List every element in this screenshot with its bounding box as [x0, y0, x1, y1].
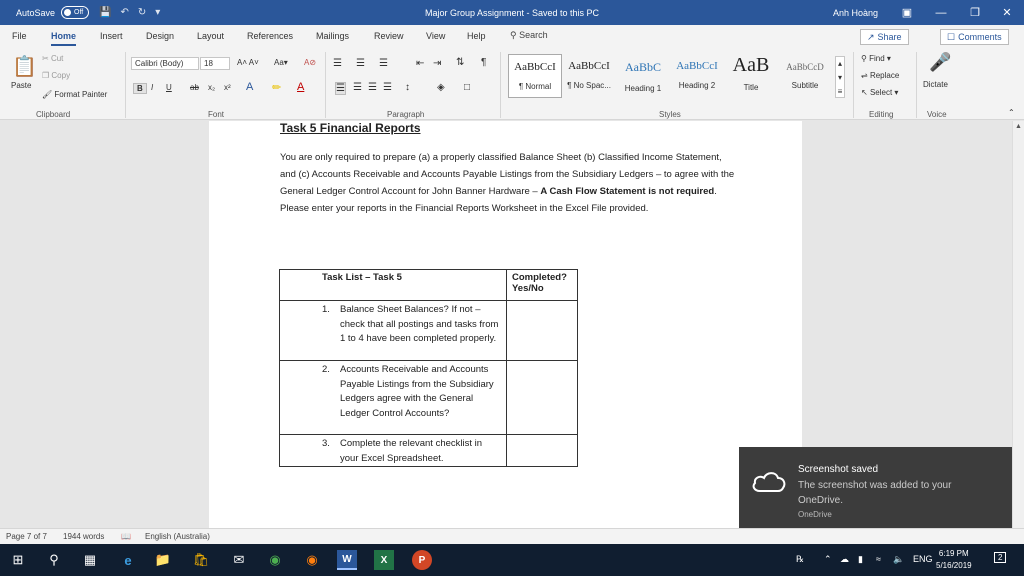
italic-icon[interactable]: I: [151, 83, 154, 92]
para-text-1: You are only required to prepare (a) a properly classified Balance Sheet (b) Classified Income Statement, and (c) Accounts Receivable and Accounts Payable Listings from the Subsidiary Ledgers – to agree with the General Ledger Control Account for John Banner Hardware –: [280, 152, 735, 197]
wifi-icon[interactable]: ≈: [876, 554, 881, 564]
clock-time: 6:19 PM: [938, 549, 969, 558]
style-title[interactable]: [724, 54, 778, 98]
task-text: Complete the relevant checklist in your Excel Spreadsheet.: [340, 438, 483, 464]
share-icon: ↗: [867, 31, 875, 42]
select-label: Select: [869, 88, 893, 97]
completed-cell[interactable]: [507, 361, 578, 435]
justify-icon[interactable]: ☰: [383, 82, 392, 93]
find-button[interactable]: ⚲ Find ▾: [861, 54, 891, 63]
autosave-toggle[interactable]: [61, 6, 89, 19]
proofing-icon[interactable]: 📖: [121, 532, 131, 541]
tab-layout[interactable]: Layout: [197, 31, 225, 41]
select-button[interactable]: ↖ Select ▾: [861, 88, 899, 97]
edge-icon[interactable]: e: [124, 552, 132, 568]
powerpoint-icon[interactable]: P: [412, 550, 432, 570]
style-name: ¶ Normal: [518, 82, 552, 91]
clock[interactable]: [936, 548, 972, 572]
text-effects-icon[interactable]: A: [246, 81, 254, 93]
numbering-icon[interactable]: ☰: [356, 58, 365, 69]
style-name: Heading 1: [624, 84, 662, 93]
user-name[interactable]: Anh Hoàng: [833, 7, 879, 18]
store-icon[interactable]: 🛍: [192, 552, 210, 567]
grow-font-icon[interactable]: A˄ A˅: [237, 58, 259, 67]
style-sample: AaBbCcI: [676, 60, 718, 72]
status-bar: [0, 528, 1024, 544]
tab-design[interactable]: Design: [146, 31, 175, 41]
align-right-icon[interactable]: ☰: [368, 82, 377, 93]
minimize-button[interactable]: —: [935, 6, 947, 19]
show-formatting-icon[interactable]: ¶: [481, 57, 487, 68]
table-row: [280, 301, 578, 361]
word-count[interactable]: 1944 words: [63, 532, 105, 541]
customize-quick-access-icon[interactable]: ▾: [155, 7, 161, 18]
align-left-icon[interactable]: ☰: [336, 83, 345, 94]
autosave-label: AutoSave: [16, 7, 56, 18]
replace-button[interactable]: [861, 71, 899, 80]
increase-indent-icon[interactable]: ⇥: [433, 58, 442, 69]
table-row: [280, 435, 578, 467]
toast-app-name: OneDrive: [798, 510, 832, 519]
strikethrough-icon[interactable]: ab: [190, 83, 199, 92]
table-header-row: [280, 270, 578, 301]
task-number: 1.: [322, 304, 330, 315]
autosave-state: Off: [74, 9, 84, 16]
microphone-icon[interactable]: 🎤: [929, 52, 952, 72]
style-sample: AaBbCcI: [568, 60, 610, 72]
para-text-2: . Please enter your reports in the Financial Reports Worksheet in the Excel File provided.: [280, 186, 717, 214]
ribbon-tabs: [0, 25, 1024, 48]
format-painter-button[interactable]: 🖌 Format Painter: [42, 90, 108, 99]
sort-icon[interactable]: ⇅: [456, 57, 465, 68]
page-heading: Task 5 Financial Reports: [280, 121, 421, 135]
tab-insert[interactable]: Insert: [100, 31, 123, 41]
task-view-icon[interactable]: ▦: [83, 552, 97, 567]
document-title: Major Group Assignment - Saved to this PC: [424, 7, 600, 18]
style-sample: AaBbC: [625, 60, 661, 74]
subscript-icon[interactable]: x₂: [208, 83, 216, 92]
style-sample: AaBbCcD: [786, 62, 824, 72]
search-label: Search: [519, 30, 548, 40]
font-name-select[interactable]: Calibri (Body): [131, 57, 199, 70]
voice-group-label: Voice: [927, 110, 947, 119]
font-color-icon[interactable]: A: [297, 81, 305, 93]
cursor-icon: ↖: [861, 88, 868, 97]
style-sample: AaB: [732, 54, 770, 76]
language-status[interactable]: English (Australia): [145, 532, 210, 541]
tab-home[interactable]: Home: [51, 31, 76, 46]
style-heading-1[interactable]: [616, 54, 670, 98]
style-name: ¶ No Spac...: [567, 81, 611, 90]
comments-button[interactable]: [940, 29, 1009, 45]
cut-button[interactable]: ✂ Cut: [42, 54, 64, 63]
task-cell[interactable]: [280, 301, 507, 361]
replace-icon: ⇌: [861, 71, 868, 80]
header-task: Task List – Task 5: [280, 270, 507, 301]
instructions-paragraph: [280, 149, 740, 217]
format-painter-label: Format Painter: [54, 90, 108, 99]
title-bar: [0, 0, 1024, 25]
word-icon[interactable]: W: [337, 550, 357, 570]
header-completed: Completed? Yes/No: [507, 270, 578, 301]
search-icon: ⚲: [510, 30, 517, 40]
show-hidden-icons-icon[interactable]: ⌃: [824, 554, 832, 564]
close-button[interactable]: ✕: [1002, 7, 1012, 19]
bold-icon[interactable]: B: [133, 83, 147, 94]
style-no-spacing[interactable]: [562, 54, 616, 98]
styles-more-icon[interactable]: ▴ ▾ ≡: [835, 56, 845, 98]
task-number: 3.: [322, 438, 330, 449]
firefox-icon[interactable]: ◉: [306, 552, 318, 567]
tab-mailings[interactable]: Mailings: [316, 31, 350, 41]
tab-file[interactable]: File: [12, 31, 27, 41]
shading-icon[interactable]: ◈: [437, 82, 445, 93]
task-cell[interactable]: [280, 435, 507, 467]
replace-label: Replace: [869, 71, 900, 80]
volume-icon[interactable]: 🔈: [893, 554, 905, 564]
task-text: Accounts Receivable and Accounts Payable Listings from the Subsidiary Ledgers agree with the General Ledger Control Accounts?: [340, 364, 494, 420]
clipboard-group-label: Clipboard: [36, 110, 71, 119]
toast-title: Screenshot saved: [798, 464, 879, 475]
font-group-label: Font: [208, 110, 225, 119]
superscript-icon[interactable]: x²: [224, 83, 231, 92]
task-list-table: [279, 269, 578, 467]
search-icon: ⚲: [861, 54, 867, 63]
find-label: Find: [869, 54, 885, 63]
search-box[interactable]: [510, 30, 548, 41]
cut-label: Cut: [50, 54, 64, 63]
style-name: Title: [743, 83, 759, 92]
paste-button[interactable]: Paste: [11, 81, 32, 90]
tab-view[interactable]: View: [426, 31, 446, 41]
search-icon[interactable]: ⚲: [49, 552, 59, 567]
battery-icon[interactable]: ▮: [858, 554, 863, 564]
restore-button[interactable]: ❐: [970, 7, 980, 19]
style-name: Subtitle: [791, 81, 819, 90]
font-size-select[interactable]: 18: [200, 57, 230, 70]
ribbon-display-options-icon[interactable]: ▣: [901, 7, 913, 19]
notification-center-icon[interactable]: [994, 552, 1006, 563]
vertical-scrollbar[interactable]: [1012, 121, 1024, 528]
completed-cell[interactable]: [507, 435, 578, 467]
comment-icon: ☐: [947, 31, 956, 42]
mail-icon[interactable]: ✉: [233, 552, 245, 567]
page-count[interactable]: Page 7 of 7: [6, 532, 47, 541]
tab-help[interactable]: Help: [467, 31, 486, 41]
paragraph-group-label: Paragraph: [387, 110, 425, 119]
underline-icon[interactable]: U: [166, 83, 172, 92]
undo-icon[interactable]: ↶: [120, 7, 129, 18]
copy-label: Copy: [51, 71, 71, 80]
onedrive-icon[interactable]: ☁: [840, 554, 849, 564]
excel-icon[interactable]: X: [374, 550, 394, 570]
task-number: 2.: [322, 364, 330, 375]
copy-button[interactable]: ❐ Copy: [42, 71, 71, 80]
borders-icon[interactable]: □: [464, 82, 471, 93]
clock-date: 5/16/2019: [936, 561, 972, 570]
styles-group-label: Styles: [659, 110, 681, 119]
chrome-icon[interactable]: ◉: [269, 552, 281, 567]
windows-start-icon[interactable]: ⊞: [12, 552, 24, 567]
clear-formatting-icon[interactable]: A⊘: [304, 58, 317, 67]
para-bold: A Cash Flow Statement is not required: [540, 186, 715, 197]
collapse-ribbon-icon[interactable]: ⌃: [1008, 108, 1015, 117]
cloud-icon: [751, 469, 787, 493]
people-icon[interactable]: ℞: [796, 554, 805, 564]
windows-taskbar: [0, 544, 1024, 576]
dictate-button[interactable]: Dictate: [923, 80, 948, 89]
task-text: Balance Sheet Balances? If not – check that all postings and tasks from 1 to 4 have been completed properly.: [340, 304, 499, 345]
table-row: [280, 361, 578, 435]
change-case-icon[interactable]: Aa▾: [274, 58, 288, 67]
notification-count: 2: [998, 553, 1003, 562]
redo-icon[interactable]: ↻: [137, 7, 147, 18]
comments-label: Comments: [958, 32, 1002, 42]
scroll-up-icon[interactable]: ▲: [1015, 123, 1022, 130]
toast-body: The screenshot was added to your OneDrive.: [798, 480, 952, 506]
multilevel-list-icon[interactable]: ☰: [379, 58, 388, 69]
bullets-icon[interactable]: ☰: [333, 58, 342, 69]
paste-icon[interactable]: 📋: [12, 56, 37, 78]
line-spacing-icon[interactable]: ↕: [405, 82, 410, 93]
style-sample: AaBbCcI: [514, 61, 556, 73]
ribbon: [0, 48, 1024, 120]
tab-references[interactable]: References: [247, 31, 294, 41]
style-subtitle[interactable]: [778, 54, 832, 98]
style-name: Heading 2: [678, 81, 716, 90]
share-label: Share: [877, 32, 902, 42]
style-normal[interactable]: [508, 54, 562, 98]
file-explorer-icon[interactable]: 📁: [154, 552, 172, 567]
screenshot-notification[interactable]: [739, 447, 1012, 537]
style-heading-2[interactable]: [670, 54, 724, 98]
share-button[interactable]: [860, 29, 909, 45]
save-icon[interactable]: 💾: [99, 7, 112, 18]
decrease-indent-icon[interactable]: ⇤: [416, 58, 425, 69]
document-page[interactable]: [209, 121, 802, 528]
editing-group-label: Editing: [869, 110, 894, 119]
task-cell[interactable]: [280, 361, 507, 435]
completed-cell[interactable]: [507, 301, 578, 361]
highlight-icon[interactable]: ✏: [272, 82, 282, 94]
tab-review[interactable]: Review: [374, 31, 404, 41]
align-center-icon[interactable]: ☰: [353, 82, 362, 93]
language-indicator[interactable]: ENG: [913, 554, 933, 564]
